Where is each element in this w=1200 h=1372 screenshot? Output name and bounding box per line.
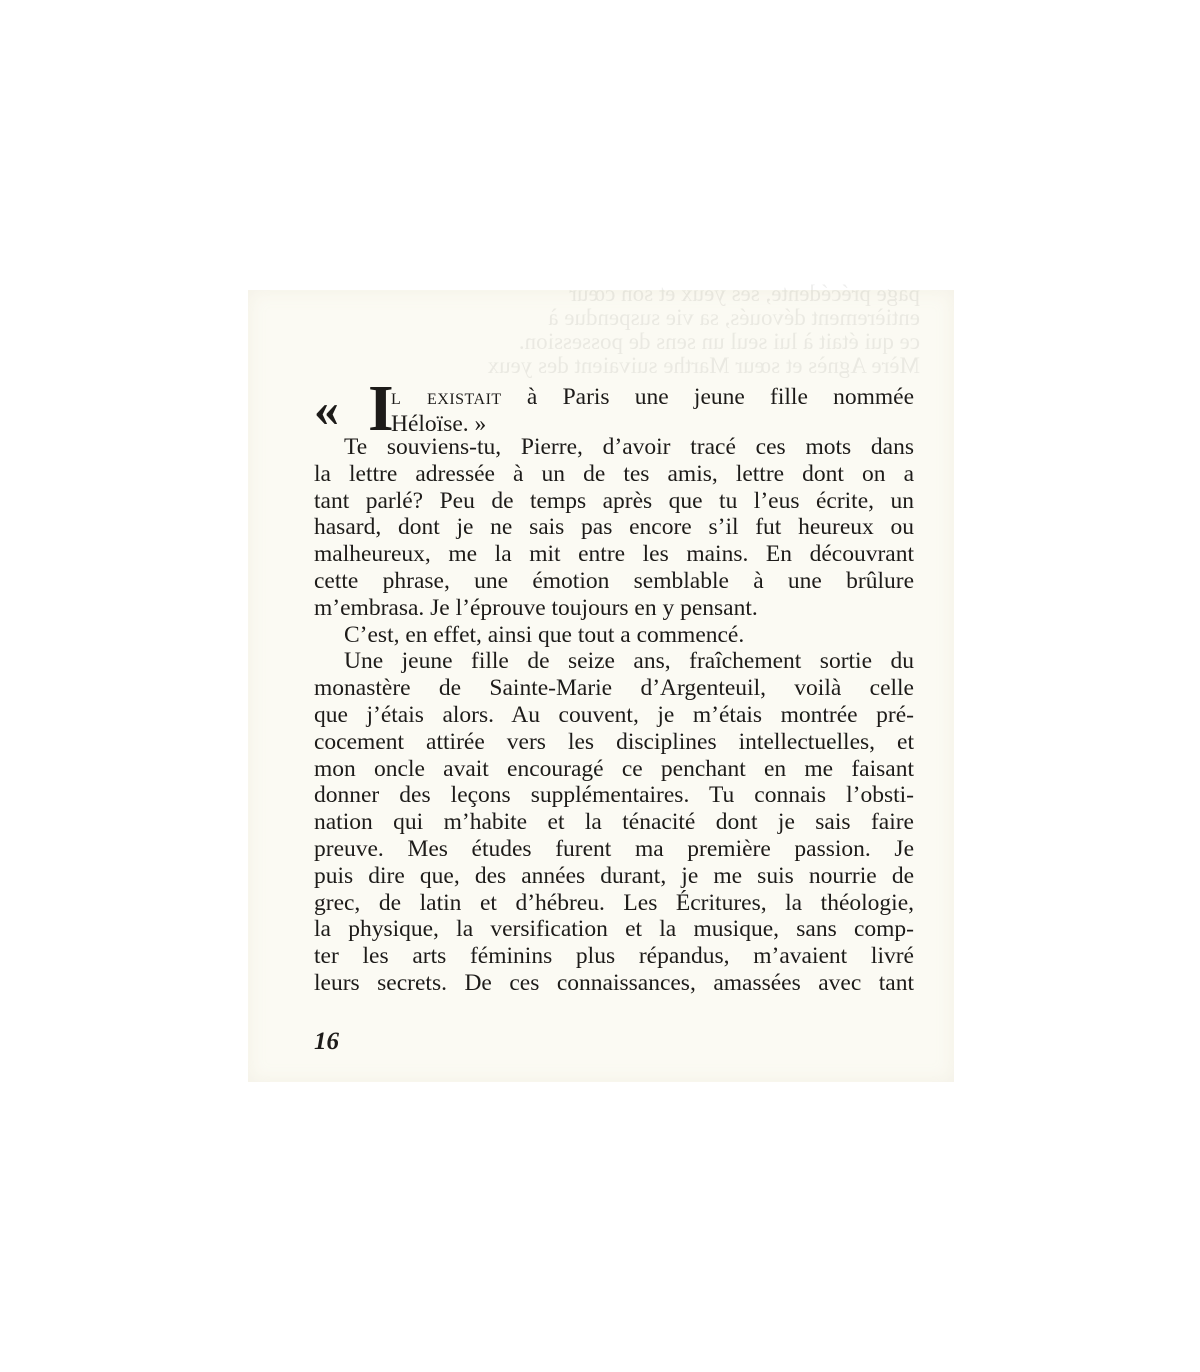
text-line: la lettre adressée à un de tes amis, lettre dont on a xyxy=(314,460,914,487)
text-line: Te souviens-tu, Pierre, d’avoir tracé ces mots dans xyxy=(344,434,914,460)
opening-small-caps: l existait xyxy=(391,384,502,410)
text-line: cocement attirée vers les disciplines intellectuelles, et xyxy=(314,728,914,755)
text-line: donner des leçons supplémentaires. Tu connais l’obsti- xyxy=(314,782,914,809)
text-line: nation qui m’habite et la ténacité dont je sais faire xyxy=(314,809,914,836)
text-line: monastère de Sainte-Marie d’Argenteuil, voilà celle xyxy=(314,675,914,702)
text-line: cette phrase, une émotion semblable à une brûlure xyxy=(314,567,914,594)
body-text xyxy=(314,372,915,997)
opening-line-1 xyxy=(391,384,914,411)
text-line: hasard, dont je ne sais pas encore s’il fut heureux ou xyxy=(314,514,914,541)
opening-guillemet: « xyxy=(314,381,339,437)
text-line: tant parlé? Peu de temps après que tu l’eus écrite, un xyxy=(314,487,914,514)
text-line: malheureux, me la mit entre les mains. En découvrant xyxy=(314,541,914,568)
text-line: ter les arts féminins plus répandus, m’avaient livré xyxy=(314,943,914,970)
drop-cap: I xyxy=(368,372,394,445)
text-line: grec, de latin et d’hébreu. Les Écritures, la théologie, xyxy=(314,889,914,916)
text-line: Une jeune fille de seize ans, fraîchement sortie du xyxy=(344,648,914,675)
paragraph-2 xyxy=(314,622,914,649)
text-line: mon oncle avait encouragé ce penchant en me faisant xyxy=(314,755,914,782)
text-line: leurs secrets. De ces connaissances, amassées avec tant xyxy=(314,969,914,996)
opening-sentence xyxy=(314,372,915,445)
opening-line-2: Héloïse. » xyxy=(391,411,487,437)
text-line: puis dire que, des années durant, je me suis nourrie de xyxy=(314,862,914,889)
show-through-text: page précédente, ses yeux et son cœur entièrement dévoués, sa vie suspendue à ce qui était à lui seul un sens de possession. Mère Agnès et sœur Marthe suivaient des yeux xyxy=(487,282,920,378)
paragraph-1 xyxy=(314,434,914,622)
text-line: m’embrasa. Je l’éprouve toujours en y pensant. xyxy=(314,594,758,621)
text-line: preuve. Mes études furent ma première passion. Je xyxy=(314,835,914,862)
text-line: C’est, en effet, ainsi que tout a commencé. xyxy=(344,621,745,648)
paragraph-3 xyxy=(314,648,914,996)
opening-line-1-rest: à Paris une jeune fille nommée xyxy=(526,384,915,410)
text-line: que j’étais alors. Au couvent, je m’étais montrée pré- xyxy=(314,701,914,728)
text-line: la physique, la versification et la musique, sans comp- xyxy=(314,916,914,943)
page-number: 16 xyxy=(314,1028,339,1055)
